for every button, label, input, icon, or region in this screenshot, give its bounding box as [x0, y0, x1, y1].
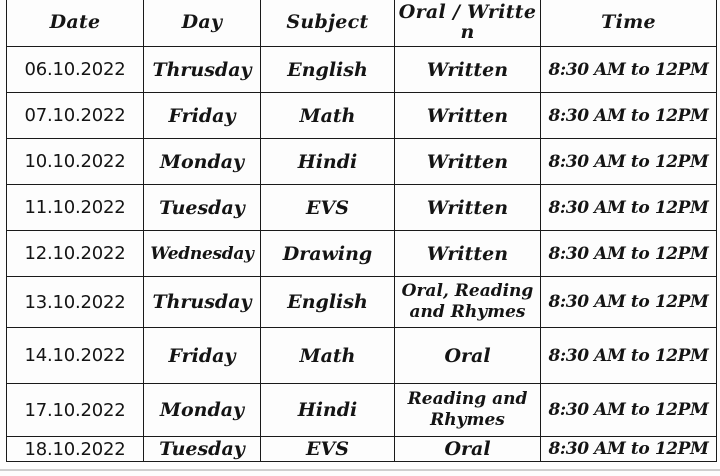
- cell-mode: Written: [395, 185, 541, 231]
- table-row: [7, 328, 717, 384]
- cell-day: Thrusday: [144, 277, 261, 328]
- cell-subject: Hindi: [261, 384, 395, 437]
- cell-subject: English: [261, 277, 395, 328]
- cell-time: 8:30 AM to 12PM: [541, 437, 717, 462]
- table-row: [7, 437, 717, 462]
- table-row: [7, 384, 717, 437]
- cell-subject: Hindi: [261, 139, 395, 185]
- header-date: Date: [7, 0, 144, 47]
- cell-subject: EVS: [261, 185, 395, 231]
- cell-day: Thrusday: [144, 47, 261, 93]
- cell-date: 12.10.2022: [7, 231, 144, 277]
- table-row: [7, 93, 717, 139]
- table-row: [7, 185, 717, 231]
- cell-mode-text: Oral, Reading and Rhymes: [401, 281, 534, 322]
- table-header-row: [7, 0, 717, 47]
- cell-date: 06.10.2022: [7, 47, 144, 93]
- table-row: [7, 47, 717, 93]
- cell-date: 14.10.2022: [7, 328, 144, 384]
- cell-mode: Written: [395, 93, 541, 139]
- cell-time: 8:30 AM to 12PM: [541, 139, 717, 185]
- exam-schedule-table: [6, 0, 717, 462]
- cell-date: 17.10.2022: [7, 384, 144, 437]
- cell-time: 8:30 AM to 12PM: [541, 185, 717, 231]
- cell-mode-text: Reading and Rhymes: [407, 389, 528, 430]
- cell-mode: Written: [395, 47, 541, 93]
- cell-day: Wednesday: [144, 231, 261, 277]
- cell-mode: [395, 384, 541, 437]
- cell-day: Tuesday: [144, 185, 261, 231]
- cell-day: Monday: [144, 139, 261, 185]
- cell-time: 8:30 AM to 12PM: [541, 47, 717, 93]
- cell-day: Friday: [144, 93, 261, 139]
- cell-date: 10.10.2022: [7, 139, 144, 185]
- header-subject: Subject: [261, 0, 395, 47]
- cell-mode: Written: [395, 231, 541, 277]
- cell-date: 07.10.2022: [7, 93, 144, 139]
- bottom-edge-line: [0, 469, 720, 471]
- cell-date: 13.10.2022: [7, 277, 144, 328]
- table-row: [7, 277, 717, 328]
- header-day: Day: [144, 0, 261, 47]
- table-row: [7, 139, 717, 185]
- cell-day: Monday: [144, 384, 261, 437]
- cell-time: 8:30 AM to 12PM: [541, 231, 717, 277]
- cell-mode: Oral: [395, 437, 541, 462]
- cell-day: Friday: [144, 328, 261, 384]
- cell-mode: Oral: [395, 328, 541, 384]
- cell-subject: Math: [261, 93, 395, 139]
- cell-time: 8:30 AM to 12PM: [541, 328, 717, 384]
- cell-mode: Written: [395, 139, 541, 185]
- cell-mode: [395, 277, 541, 328]
- header-oral-written-label: Oral / Written: [398, 0, 537, 43]
- cell-time: 8:30 AM to 12PM: [541, 277, 717, 328]
- cell-subject: English: [261, 47, 395, 93]
- cell-subject: EVS: [261, 437, 395, 462]
- cell-time: 8:30 AM to 12PM: [541, 93, 717, 139]
- header-time: Time: [541, 0, 717, 47]
- cell-subject: Drawing: [261, 231, 395, 277]
- cell-day: Tuesday: [144, 437, 261, 462]
- table-row: [7, 231, 717, 277]
- cell-subject: Math: [261, 328, 395, 384]
- cell-time: 8:30 AM to 12PM: [541, 384, 717, 437]
- header-oral-written: [395, 0, 541, 47]
- cell-date: 11.10.2022: [7, 185, 144, 231]
- cell-date: 18.10.2022: [7, 437, 144, 462]
